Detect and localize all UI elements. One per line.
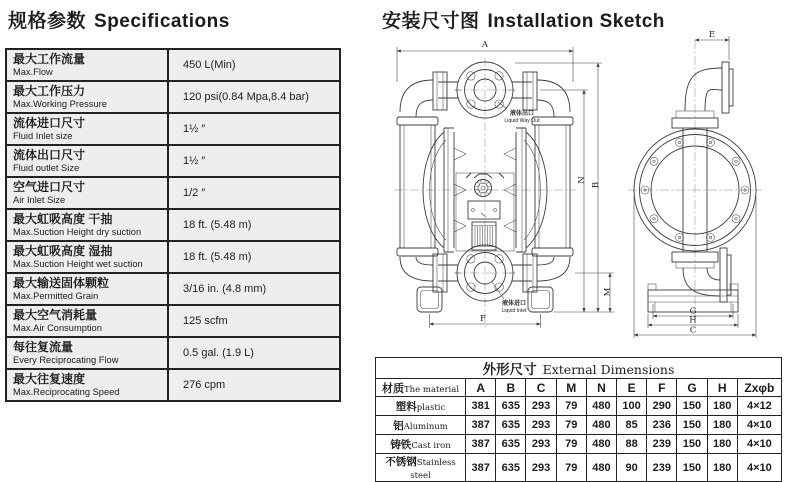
outlet-label-en: Liquid Way Out — [504, 118, 540, 124]
spec-value-cell: 1½ ″ — [168, 145, 340, 177]
spec-label-cell — [6, 49, 168, 81]
spec-row-8 — [6, 305, 340, 337]
dim-column-header-E: E — [617, 379, 647, 397]
spec-value-cell: 120 psi(0.84 Mpa,8.4 bar) — [168, 81, 340, 113]
spec-label-en: Fluid outlet Size — [13, 162, 80, 173]
spec-label-en: Max.Suction Height dry suction — [13, 226, 142, 237]
dim-material-cell — [376, 416, 466, 435]
dim-column-header-M: M — [556, 379, 586, 397]
spec-label-en: Fluid Inlet size — [13, 130, 73, 141]
spec-label-cell — [6, 113, 168, 145]
spec-label-zh: 最大输送固体颗粒 — [13, 276, 110, 291]
inlet-label-zh: 液体进口 — [501, 301, 527, 307]
spec-row-0 — [6, 49, 340, 81]
spec-value-cell: 125 scfm — [168, 305, 340, 337]
dim-value-cell: 387 — [466, 454, 496, 482]
air-valve — [475, 179, 492, 197]
spec-label-zh: 流体进口尺寸 — [13, 116, 86, 131]
dim-column-header-Zxφb: Zxφb — [737, 379, 781, 397]
spec-label-en: Max.Air Consumption — [13, 322, 102, 333]
spec-row-5 — [6, 209, 340, 241]
spec-label-cell — [6, 209, 168, 241]
spec-value-cell: 3/16 in. (4.8 mm) — [168, 273, 340, 305]
spec-label-zh: 每往复流量 — [13, 340, 74, 355]
spec-label-en: Max.Working Pressure — [13, 98, 107, 109]
dim-letter-e: E — [708, 30, 716, 40]
pump-side-view — [628, 30, 762, 338]
dim-material-en: Aluminum — [403, 421, 448, 432]
dim-row-2 — [376, 435, 782, 454]
spec-label-en: Max.Reciprocating Speed — [13, 386, 120, 397]
installation-sketch-title-zh: 安装尺寸图 — [382, 11, 480, 32]
dim-value-cell: 88 — [617, 435, 647, 454]
material-header-zh: 材质 — [382, 382, 405, 395]
dim-value-cell: 293 — [526, 435, 556, 454]
dim-column-header-G: G — [677, 379, 707, 397]
spec-label-en: Air Inlet Size — [13, 194, 66, 205]
dim-value-cell: 387 — [466, 435, 496, 454]
dim-column-header-N: N — [586, 379, 616, 397]
dim-letter-b: B — [591, 181, 601, 189]
dim-value-cell: 150 — [677, 435, 707, 454]
spec-row-4 — [6, 177, 340, 209]
dim-value-cell: 180 — [707, 435, 737, 454]
dim-value-cell: 4×12 — [737, 397, 781, 416]
spec-label-en: Max.Suction Height wet suction — [13, 258, 143, 269]
dim-value-cell: 293 — [526, 397, 556, 416]
dim-value-cell: 635 — [496, 397, 526, 416]
dim-material-cell — [376, 454, 466, 482]
dim-letter-f: F — [480, 314, 486, 324]
dim-value-cell: 79 — [556, 416, 586, 435]
inlet-label-en: Liquid Inlet — [501, 308, 527, 314]
dim-material-cell — [376, 397, 466, 416]
spec-value-cell: 1/2 ″ — [168, 177, 340, 209]
spec-label-zh: 空气进口尺寸 — [13, 180, 86, 195]
spec-row-6 — [6, 241, 340, 273]
spec-row-1 — [6, 81, 340, 113]
spec-label-cell — [6, 273, 168, 305]
spec-row-10 — [6, 369, 340, 401]
dim-value-cell: 4×10 — [737, 454, 781, 482]
dim-value-cell: 480 — [586, 435, 616, 454]
dim-value-cell: 387 — [466, 416, 496, 435]
dim-value-cell: 635 — [496, 454, 526, 482]
installation-sketch-drawing — [370, 28, 790, 354]
installation-sketch-title-en: Installation Sketch — [487, 11, 665, 32]
spec-label-zh: 流体出口尺寸 — [13, 148, 86, 163]
spec-label-en: Max.Permitted Grain — [13, 290, 99, 301]
outlet-label-zh: 液体出口 — [509, 111, 535, 117]
dim-value-cell: 150 — [677, 397, 707, 416]
external-dimensions-table — [375, 357, 782, 482]
dim-value-cell: 239 — [647, 435, 677, 454]
dim-table-header-row — [376, 379, 782, 397]
spec-label-zh: 最大工作压力 — [13, 84, 86, 99]
dim-column-header-B: B — [496, 379, 526, 397]
dim-value-cell: 180 — [707, 416, 737, 435]
dim-value-cell: 79 — [556, 435, 586, 454]
dim-material-en: Cast iron — [411, 440, 451, 451]
spec-label-cell — [6, 241, 168, 273]
center-body — [456, 173, 514, 251]
dim-value-cell: 90 — [617, 454, 647, 482]
spec-row-7 — [6, 273, 340, 305]
dim-letter-n: N — [577, 176, 587, 184]
dim-value-cell: 480 — [586, 416, 616, 435]
dim-material-zh: 铝 — [393, 419, 404, 432]
dim-letter-c: C — [689, 325, 697, 336]
spec-label-cell — [6, 337, 168, 369]
dim-row-0 — [376, 397, 782, 416]
dim-letter-m: M — [603, 287, 613, 297]
dim-letter-h: H — [689, 315, 697, 326]
spec-value-cell: 276 cpm — [168, 369, 340, 401]
dim-value-cell: 293 — [526, 454, 556, 482]
dim-material-zh: 不锈钢 — [385, 456, 417, 468]
spec-label-zh: 最大工作流量 — [13, 52, 86, 67]
spec-value-cell: 18 ft. (5.48 m) — [168, 209, 340, 241]
dim-table-title-row — [376, 358, 782, 379]
dim-value-cell: 150 — [677, 416, 707, 435]
material-header-en: The material — [404, 384, 460, 395]
dim-material-en: Stainless steel — [410, 458, 456, 481]
spec-value-cell: 1½ ″ — [168, 113, 340, 145]
spec-value-cell: 18 ft. (5.48 m) — [168, 241, 340, 273]
dim-value-cell: 239 — [647, 454, 677, 482]
dim-value-cell: 150 — [677, 454, 707, 482]
spec-label-cell — [6, 81, 168, 113]
side-view-centerlines — [628, 40, 762, 326]
dim-material-zh: 塑料 — [395, 400, 417, 413]
spec-row-9 — [6, 337, 340, 369]
dim-value-cell: 293 — [526, 416, 556, 435]
spec-label-zh: 最大虹吸高度 干抽 — [13, 212, 113, 227]
side-top-elbow — [685, 62, 733, 113]
spec-label-cell — [6, 369, 168, 401]
dim-column-header-F: F — [647, 379, 677, 397]
dim-value-cell: 180 — [707, 397, 737, 416]
dim-material-zh: 铸铁 — [390, 438, 412, 451]
dim-value-cell: 381 — [466, 397, 496, 416]
spec-label-zh: 最大往复速度 — [13, 372, 86, 387]
dim-column-header-A: A — [466, 379, 496, 397]
spec-table-body — [6, 49, 340, 401]
spec-label-en: Max.Flow — [13, 66, 53, 77]
specifications-title-zh: 规格参数 — [8, 11, 87, 32]
dim-value-cell: 4×10 — [737, 435, 781, 454]
dim-value-cell: 290 — [647, 397, 677, 416]
specifications-title — [8, 6, 230, 33]
spec-label-zh: 最大空气消耗量 — [13, 308, 98, 323]
spec-value-cell: 450 L(Min) — [168, 49, 340, 81]
dim-material-en: plastic — [416, 402, 446, 413]
dim-value-cell: 635 — [496, 416, 526, 435]
dim-column-header-H: H — [707, 379, 737, 397]
dim-value-cell: 635 — [496, 435, 526, 454]
dim-value-cell: 79 — [556, 397, 586, 416]
dim-table-title-zh: 外形尺寸 — [482, 362, 537, 377]
dim-row-1 — [376, 416, 782, 435]
pump-front-view — [394, 40, 614, 330]
spec-row-3 — [6, 145, 340, 177]
dim-table-title — [376, 358, 782, 379]
dim-value-cell: 180 — [707, 454, 737, 482]
dim-letter-a: A — [481, 40, 489, 50]
dim-value-cell: 100 — [617, 397, 647, 416]
dim-table-title-en: External Dimensions — [542, 362, 675, 377]
spec-row-2 — [6, 113, 340, 145]
spec-label-cell — [6, 305, 168, 337]
spec-label-zh: 最大虹吸高度 湿抽 — [13, 244, 113, 259]
dim-value-cell: 4×10 — [737, 416, 781, 435]
side-bottom-elbow — [683, 248, 731, 302]
spec-label-cell — [6, 177, 168, 209]
spec-label-en: Every Reciprocating Flow — [13, 354, 119, 365]
specifications-title-en: Specifications — [94, 11, 230, 32]
dim-value-cell: 79 — [556, 454, 586, 482]
specifications-table — [5, 48, 341, 402]
dim-row-3 — [376, 454, 782, 482]
dim-value-cell: 236 — [647, 416, 677, 435]
dim-table-material-header — [376, 379, 466, 397]
spec-label-cell — [6, 145, 168, 177]
nameplate — [468, 201, 500, 219]
dim-letter-g: G — [689, 306, 697, 317]
dim-value-cell: 85 — [617, 416, 647, 435]
dim-material-cell — [376, 435, 466, 454]
dim-value-cell: 480 — [586, 454, 616, 482]
dim-column-header-C: C — [526, 379, 556, 397]
dim-value-cell: 480 — [586, 397, 616, 416]
spec-value-cell: 0.5 gal. (1.9 L) — [168, 337, 340, 369]
